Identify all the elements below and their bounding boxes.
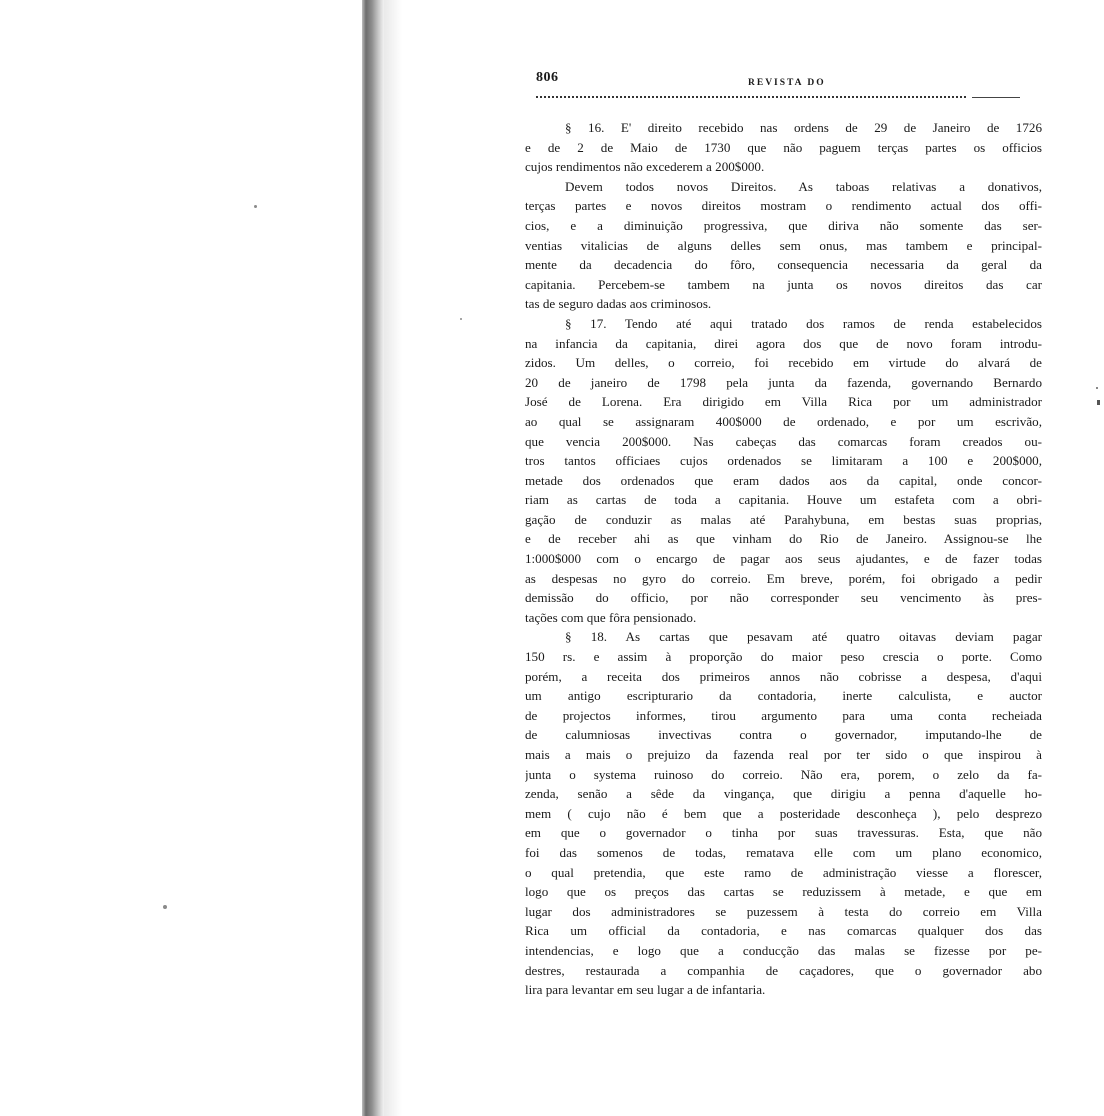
- header-rule: [536, 96, 966, 98]
- paper-speck: [460, 318, 462, 320]
- text-line: lira para levantar em seu lugar a de infantaria.: [525, 982, 766, 998]
- text-line: § 18. As cartas que pesavam até quatro oitavas deviam pagar: [565, 629, 1042, 645]
- text-line: que vencia 200$000. Nas cabeças das comarcas foram creados ou-: [525, 433, 1042, 449]
- paper-speck: [254, 205, 257, 208]
- text-line: foi das somenos de todas, rematava elle com um plano economico,: [525, 844, 1042, 860]
- text-line: zenda, senão a sêde da vingança, que dirigiu a penna d'aquelle ho-: [525, 786, 1042, 802]
- text-line: mente da decadencia do fôro, consequencia necessaria da geral da: [525, 257, 1042, 273]
- paper-speck: [1096, 387, 1098, 389]
- text-line: o qual pretendia, que este ramo de administração viesse a florescer,: [525, 864, 1042, 880]
- text-line: cujos rendimentos não excederem a 200$000.: [525, 159, 765, 175]
- text-line: de projectos informes, tirou argumento para uma conta recheiada: [525, 707, 1042, 723]
- text-line: porém, a receita dos primeiros annos não cobrisse a despesa, d'aqui: [525, 668, 1042, 684]
- text-line: na infancia da capitania, direi agora dos que de novo foram introdu-: [525, 335, 1042, 351]
- body-text: [525, 118, 1042, 1000]
- text-line: junta o systema ruinoso do correio. Não era, porem, o zelo da fa-: [525, 766, 1042, 782]
- text-line: e de 2 de Maio de 1730 que não paguem terças partes os officios: [525, 139, 1042, 155]
- text-line: José de Lorena. Era dirigido em Villa Rica por um administrador: [525, 394, 1042, 410]
- text-line: tações com que fôra pensionado.: [525, 609, 697, 625]
- book-binding-gutter: [362, 0, 384, 1116]
- text-line: terças partes e novos direitos mostram o rendimento actual dos offi-: [525, 198, 1042, 214]
- text-line: § 16. E' direito recebido nas ordens de 29 de Janeiro de 1726: [565, 120, 1042, 135]
- running-head: REVISTA DO: [748, 78, 826, 88]
- text-line: § 17. Tendo até aqui tratado dos ramos de renda estabelecidos: [565, 315, 1042, 331]
- text-line: cios, e a diminuição progressiva, que diriva não somente das ser-: [525, 217, 1042, 233]
- text-line: 1:000$000 com o encargo de pagar aos seus ajudantes, e de fazer todas: [525, 551, 1042, 567]
- text-line: riam as cartas de toda a capitania. Houve um estafeta com a obri-: [525, 492, 1042, 508]
- text-line: 150 rs. e assim à proporção do maior peso crescia o porte. Como: [525, 649, 1042, 665]
- text-line: e de receber ahi as que vinham do Rio de Janeiro. Assignou-se lhe: [525, 531, 1042, 547]
- left-blank-page: [0, 0, 362, 1116]
- text-line: tas de seguro dadas aos criminosos.: [525, 296, 712, 312]
- text-line: em que o governador o tinha por suas travessuras. Esta, que não: [525, 825, 1042, 841]
- text-line: metade dos ordenados que eram dados aos da capital, onde concor-: [525, 472, 1042, 488]
- paper-speck: [1097, 400, 1100, 405]
- text-line: tros tantos officiaes cujos ordenados se limitaram a 100 e 200$000,: [525, 453, 1042, 469]
- text-line: mais a mais o prejuizo da fazenda real por ter sido o que inspirou à: [525, 747, 1042, 762]
- gutter-shadow: [384, 0, 402, 1116]
- text-line: ventias vitalicias de alguns delles sem onus, mas tambem e principal-: [525, 237, 1042, 253]
- text-line: um antigo escripturario da contadoria, inerte calculista, e auctor: [525, 688, 1042, 704]
- text-line: ao qual se assignaram 400$000 de ordenado, e por um escrivão,: [525, 413, 1042, 429]
- text-line: logo que os preços das cartas se reduzissem à metade, e que em: [525, 884, 1042, 900]
- text-line: zidos. Um delles, o correio, foi recebido em virtude do alvará de: [525, 355, 1042, 371]
- text-line: gação de conduzir as malas até Parahybuna, em bestas suas proprias,: [525, 511, 1042, 527]
- text-line: mem ( cujo não é bem que a posteridade desconheça ), pelo desprezo: [525, 805, 1042, 821]
- text-line: demissão do officio, por não corresponder seu vencimento às pres-: [525, 590, 1042, 606]
- text-line: capitania. Percebem-se tambem na junta os novos direitos das car: [525, 276, 1042, 292]
- text-line: intendencias, e logo que a conducção das malas se fizesse por pe-: [525, 942, 1042, 958]
- text-line: Devem todos novos Direitos. As taboas relativas a donativos,: [565, 178, 1042, 194]
- text-line: 20 de janeiro de 1798 pela junta da fazenda, governando Bernardo: [525, 374, 1042, 390]
- text-line: destres, restaurada a companhia de caçadores, que o governador abo: [525, 962, 1042, 978]
- text-line: lugar dos administradores se puzessem à testa do correio em Villa: [525, 903, 1042, 919]
- header-rule-extension: [972, 97, 1020, 98]
- text-line: de calumniosas invectivas contra o governador, imputando-lhe de: [525, 727, 1042, 743]
- page-number: 806: [536, 70, 559, 85]
- paper-speck: [163, 905, 167, 909]
- text-line: as despesas no gyro do correio. Em breve, porém, foi obrigado a pedir: [525, 570, 1042, 586]
- text-line: Rica um official da contadoria, e nas comarcas qualquer dos das: [525, 923, 1042, 939]
